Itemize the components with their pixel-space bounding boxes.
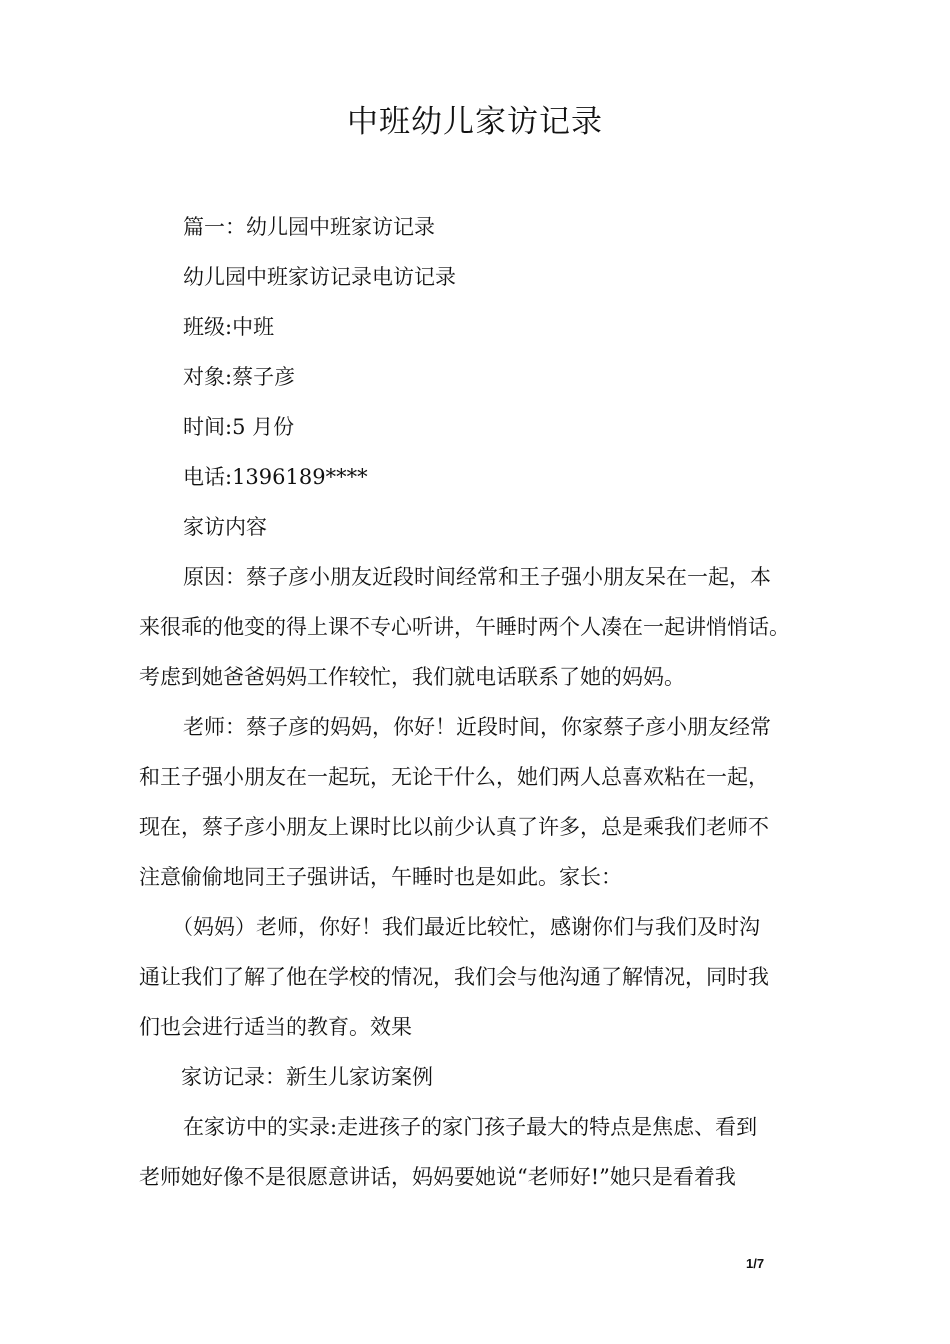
paragraph-line: （妈妈）老师，你好！我们最近比较忙，感谢你们与我们及时沟 (172, 915, 760, 939)
paragraph-line: 和王子强小朋友在一起玩，无论干什么，她们两人总喜欢粘在一起， (139, 765, 769, 789)
subject-field: 对象:蔡子彦 (183, 365, 296, 389)
page-number: 1/7 (746, 1256, 765, 1271)
paragraph-line: 注意偷偷地同王子强讲话，午睡时也是如此。家长： (139, 865, 622, 889)
paragraph-line: 现在，蔡子彦小朋友上课时比以前少认真了许多，总是乘我们老师不 (139, 815, 769, 839)
content-heading: 家访内容 (183, 515, 267, 539)
paragraph-line: 通让我们了解了他在学校的情况，我们会与他沟通了解情况，同时我 (139, 965, 769, 989)
record-heading: 家访记录：新生儿家访案例 (181, 1065, 433, 1089)
section-heading: 篇一：幼儿园中班家访记录 (183, 215, 435, 239)
paragraph-line: 老师她好像不是很愿意讲话，妈妈要她说“老师好!”她只是看着我 (139, 1165, 736, 1189)
time-field: 时间:5 月份 (183, 415, 295, 439)
paragraph-line: 在家访中的实录:走进孩子的家门孩子最大的特点是焦虑、看到 (183, 1115, 758, 1139)
class-field: 班级:中班 (183, 315, 275, 339)
subheading: 幼儿园中班家访记录电访记录 (183, 265, 456, 289)
paragraph-line: 原因：蔡子彦小朋友近段时间经常和王子强小朋友呆在一起，本 (183, 565, 771, 589)
paragraph-line: 考虑到她爸爸妈妈工作较忙，我们就电话联系了她的妈妈。 (139, 665, 685, 689)
paragraph-line: 来很乖的他变的得上课不专心听讲，午睡时两个人凑在一起讲悄悄话。 (139, 615, 790, 639)
phone-field: 电话:1396189**** (183, 465, 368, 489)
document-title: 中班幼儿家访记录 (347, 104, 603, 140)
paragraph-line: 们也会进行适当的教育。效果 (139, 1015, 412, 1039)
paragraph-line: 老师：蔡子彦的妈妈，你好！近段时间，你家蔡子彦小朋友经常 (183, 715, 771, 739)
